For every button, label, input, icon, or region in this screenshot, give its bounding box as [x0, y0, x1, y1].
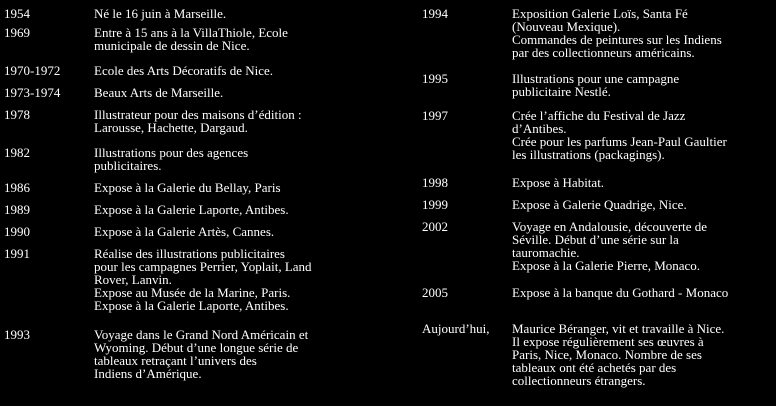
entry-text: Réalise des illustrations publicitaires pour les campagnes Perrier, Yoplait, Land Rover, Lanvin. Expose au Musée de la Marine, Paris. Expose à la Galerie Laporte, Antibes.	[94, 246, 312, 313]
entry-year: 1970-1972	[4, 63, 61, 78]
timeline-entry-1995	[422, 72, 776, 109]
timeline-entry-1982	[4, 146, 364, 181]
timeline-entry-2002	[422, 220, 776, 286]
entry-year: 1986	[4, 180, 30, 195]
timeline-entry-1994	[422, 7, 776, 72]
entry-year: 2002	[422, 219, 448, 234]
timeline-entry-1978	[4, 108, 364, 146]
timeline-entry-1990	[4, 225, 364, 247]
timeline-entry-1973-1974	[4, 86, 364, 108]
entry-text: Illustrations pour des agences publicitaires.	[94, 145, 249, 173]
entry-text: Expose à la Galerie Laporte, Antibes.	[94, 202, 289, 217]
entry-year: 1999	[422, 197, 448, 212]
entry-text: Expose à la banque du Gothard - Monaco	[512, 285, 729, 300]
timeline-entry-1969	[4, 26, 364, 64]
timeline-entry-aujourdhui	[422, 322, 776, 392]
entry-text: Expose à la Galerie du Bellay, Paris	[94, 180, 281, 195]
timeline-entry-1970-1972	[4, 64, 364, 86]
entry-year: 1969	[4, 25, 30, 40]
timeline-entry-1993	[4, 328, 364, 386]
entry-year: 1998	[422, 175, 448, 190]
entry-text: Expose à Galerie Quadrige, Nice.	[512, 197, 687, 212]
entry-text: Voyage en Andalousie, découverte de Séville. Début d’une série sur la tauromachie. Expose à la Galerie Pierre, Monaco.	[512, 219, 708, 273]
entry-year: Aujourd’hui,	[422, 321, 490, 336]
timeline-entry-1997	[422, 109, 776, 176]
entry-year: 1954	[4, 6, 30, 21]
timeline-entry-1999	[422, 198, 776, 220]
entry-year: 1991	[4, 246, 30, 261]
entry-year: 1978	[4, 107, 30, 122]
entry-text: Né le 16 juin à Marseille.	[94, 6, 227, 21]
entry-text: Illustrateur pour des maisons d’édition : Larousse, Hachette, Dargaud.	[94, 107, 302, 135]
entry-text: Exposition Galerie Loïs, Santa Fé (Nouveau Mexique). Commandes de peintures sur les Indiens par des collectionneurs américains.	[512, 6, 722, 60]
timeline-right-column	[422, 7, 776, 392]
timeline-entry-1954	[4, 7, 364, 26]
timeline-entry-1991	[4, 247, 364, 328]
entry-year: 1994	[422, 6, 448, 21]
entry-text: Ecole des Arts Décoratifs de Nice.	[94, 63, 274, 78]
entry-year: 2005	[422, 285, 448, 300]
entry-year: 1997	[422, 108, 448, 123]
entry-text: Entre à 15 ans à la VillaThiole, Ecole municipale de dessin de Nice.	[94, 25, 288, 53]
timeline-left-column	[4, 7, 364, 386]
entry-text: Voyage dans le Grand Nord Américain et Wyoming. Début d’une longue série de tableaux retraçant l’univers des Indiens d’Amérique.	[94, 327, 309, 381]
entry-text: Beaux Arts de Marseille.	[94, 85, 224, 100]
entry-year: 1982	[4, 145, 30, 160]
timeline-entry-1998	[422, 176, 776, 198]
entry-year: 1993	[4, 327, 30, 342]
entry-year: 1989	[4, 202, 30, 217]
entry-year: 1995	[422, 71, 448, 86]
timeline-entry-1986	[4, 181, 364, 203]
entry-year: 1973-1974	[4, 85, 61, 100]
entry-text: Crée l’affiche du Festival de Jazz d’Antibes. Crée pour les parfums Jean-Paul Gaultier les illustrations (packagings).	[512, 108, 727, 162]
entry-text: Expose à Habitat.	[512, 175, 605, 190]
timeline-entry-1989	[4, 203, 364, 225]
entry-text: Expose à la Galerie Artès, Cannes.	[94, 224, 275, 239]
entry-year: 1990	[4, 224, 30, 239]
entry-text: Illustrations pour une campagne publicitaire Nestlé.	[512, 71, 680, 99]
entry-text: Maurice Béranger, vit et travaille à Nice. Il expose régulièrement ses œuvres à Paris, Nice, Monaco. Nombre de ses tableaux ont été achetés par des collectionneurs étrangers.	[512, 321, 725, 388]
timeline-entry-2005	[422, 286, 776, 322]
